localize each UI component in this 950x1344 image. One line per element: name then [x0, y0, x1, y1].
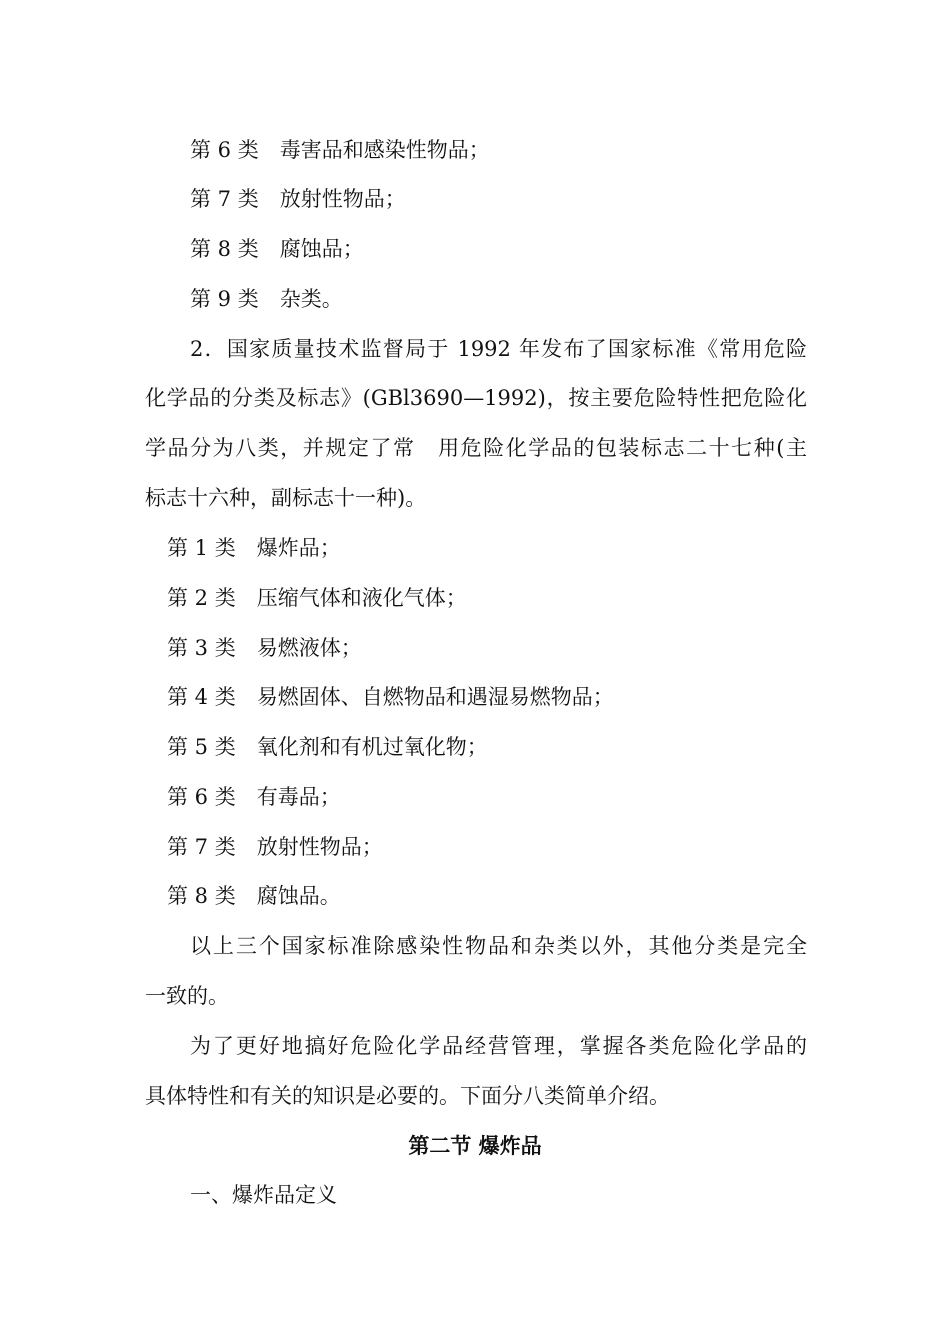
- list-item: 第 8 类 腐蚀品；: [190, 237, 364, 261]
- list-item: 第 6 类 毒害品和感染性物品；: [190, 138, 490, 162]
- list-item: 第 5 类 氧化剂和有机过氧化物；: [167, 735, 488, 759]
- paragraph-line: 为了更好地搞好危险化学品经营管理，掌握各类危险化学品的: [190, 1034, 807, 1058]
- subsection-heading: 一、爆炸品定义: [190, 1183, 337, 1207]
- paragraph-line: 以上三个国家标准除感染性物品和杂类以外，其他分类是完全: [190, 934, 807, 958]
- list-item: 第 6 类 有毒品；: [167, 785, 341, 809]
- paragraph-line: 一致的。: [145, 984, 229, 1008]
- list-item: 第 8 类 腐蚀品。: [167, 884, 341, 908]
- section-heading: 第二节 爆炸品: [408, 1133, 542, 1158]
- list-item: 第 9 类 杂类。: [190, 287, 343, 311]
- paragraph-line: 学品分为八类，并规定了常 用危险化学品的包装标志二十七种(主: [145, 436, 807, 460]
- list-item: 第 2 类 压缩气体和液化气体；: [167, 586, 467, 610]
- list-item: 第 7 类 放射性物品；: [167, 835, 383, 859]
- list-item: 第 4 类 易燃固体、自燃物品和遇湿易燃物品；: [167, 685, 614, 709]
- paragraph-line: 化学品的分类及标志》(GBl3690—1992)，按主要危险特性把危险化: [145, 386, 807, 410]
- paragraph-line: 标志十六种，副标志十一种)。: [145, 486, 427, 510]
- paragraph-line: 2．国家质量技术监督局于 1992 年发布了国家标准《常用危险: [190, 337, 807, 361]
- list-item: 第 1 类 爆炸品；: [167, 536, 341, 560]
- list-item: 第 3 类 易燃液体；: [167, 636, 362, 660]
- list-item: 第 7 类 放射性物品；: [190, 187, 406, 211]
- paragraph-line: 具体特性和有关的知识是必要的。下面分八类简单介绍。: [145, 1084, 670, 1108]
